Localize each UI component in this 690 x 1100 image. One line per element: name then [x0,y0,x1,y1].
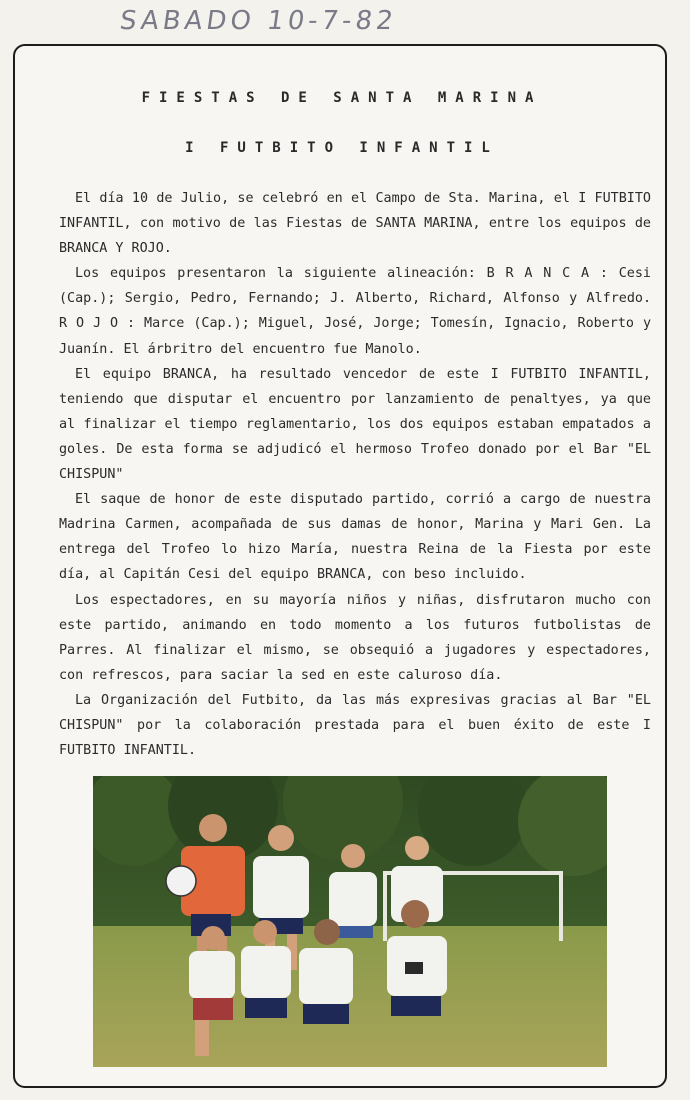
article-body [59,186,651,763]
paragraph: Los equipos presentaron la siguiente alineación: B R A N C A : Cesi (Cap.); Sergio, Pedro, Fernando; J. Alberto, Richard, Alfonso y Alfredo. R O J O : Marce (Cap.); Miguel, José, Jorge; Tomesín, Ignacio, Roberto y Juanín. El árbritro del encuentro fue Manolo. [59,266,651,357]
team-photo [93,776,607,1067]
paragraph: La Organización del Futbito, da las más expresivas gracias al Bar "EL CHISPUN" por la colaboración prestada para el buen éxito de este I FUTBITO INFANTIL. [59,692,651,759]
paragraph: Los espectadores, en su mayoría niños y niñas, disfrutaron mucho con este partido, animando en todo momento a los futuros futbolistas de Parres. Al finalizar el mismo, se obsequió a jugadores y espectadores, con refrescos, para saciar la sed en este caluroso día. [59,592,651,683]
paragraph: El saque de honor de este disputado partido, corrió a cargo de nuestra Madrina Carmen, acompañada de sus damas de honor, Marina y Mari Gen. La entrega del Trofeo lo hizo María, nuestra Reina de la Fiesta por este día, al Capitán Cesi del equipo BRANCA, con beso incluido. [59,492,651,583]
paragraph: El equipo BRANCA, ha resultado vencedor de este I FUTBITO INFANTIL, teniendo que disputar el encuentro por lanzamiento de penaltyes, ya que al finalizar el tiempo reglamentario, los dos equipos estaban empatados a goles. De esta forma se adjudicó el hermoso Trofeo donado por el Bar "EL CHISPUN" [59,366,651,483]
document-subtitle: I FUTBITO INFANTIL [185,140,499,156]
document-frame [13,44,667,1088]
team-photo-illustration [93,776,607,1067]
paragraph: El día 10 de Julio, se celebró en el Campo de Sta. Marina, el I FUTBITO INFANTIL, con motivo de las Fiestas de SANTA MARINA, entre los equipos de BRANCA Y ROJO. [59,191,651,257]
document-title: FIESTAS DE SANTA MARINA [141,90,543,106]
handwritten-date: SABADO 10-7-82 [117,6,399,36]
